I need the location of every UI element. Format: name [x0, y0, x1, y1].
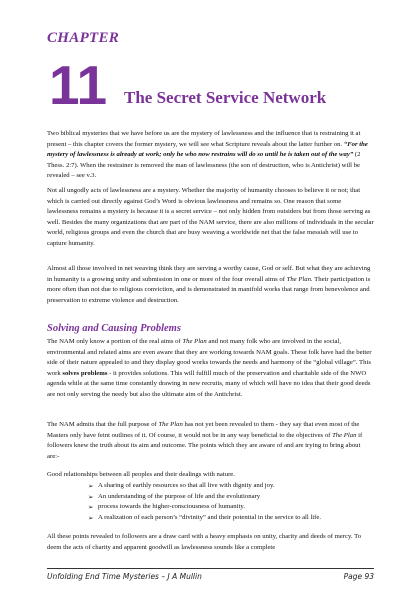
p5-text-a: The NAM admits that the full purpose of: [47, 421, 159, 428]
chapter-title: The Secret Service Network: [124, 88, 327, 107]
arrow-bullet-icon: ➢: [88, 482, 94, 490]
footer-book-title: Unfolding End Time Mysteries – J A Mullin: [47, 572, 202, 581]
paragraph-net-weaving: [47, 264, 374, 306]
p6-text: Good relationships between all peoples and their dealings with nature.: [47, 471, 235, 478]
paragraph-full-purpose: [47, 420, 374, 462]
arrow-bullet-icon: ➢: [88, 492, 94, 501]
footer-page-number: Page 93: [343, 572, 374, 581]
p4-the-plan: The Plan: [182, 338, 207, 345]
p5-the-plan-2: The Plan: [332, 431, 357, 439]
list-item: ➢ process towards the higher-consciousness of humanity.: [88, 503, 245, 511]
footer-divider: [47, 568, 374, 569]
p1-text-a: Two biblical mysteries that we have before us are the mystery of lawlessness and the influence that is restraining it at present – this chapter covers the former mystery, we will see what Scripture reveals about the latter further on.: [47, 130, 361, 148]
chapter-label: CHAPTER: [47, 30, 120, 46]
arrow-bullet-icon: ➢: [88, 503, 94, 511]
paragraph-intro: [47, 129, 374, 182]
p3-text-a: Almost all those involved in net weaving think they are serving a worthy cause, God or self. But what they are achieving in humanity is a growing unity and submission in one or more of the four overall aims of: [47, 265, 371, 283]
p3-the-plan: The Plan.: [286, 275, 313, 283]
p7-text: All these points revealed to followers are a draw card with a heavy emphasis on unity, charity and deeds of mercy. To deem the acts of charity and apparent goodwill as lawlessness sounds like a complete: [47, 533, 362, 551]
section-heading: Solving and Causing Problems: [47, 323, 181, 334]
aims-bullet-list: [88, 481, 378, 523]
p5-text-b: has not yet been revealed to them - they say that even most of the Masters only have feint outlines of it. Of course, it would not be in any way beneficial to the objectives of: [47, 421, 360, 439]
p5-text-c: if followers knew the truth about its aim and outcome. The points which they are aware of and are trying to bring about are:-: [47, 431, 363, 460]
p3-text-b: Their participation is more often than not due to religious conviction, and is demonstrated in manifold works that range from benevolence and preservation to extreme violence and destruction.: [47, 275, 371, 304]
p1-scripture-quote: “For the mystery of lawlessness is already at work; only he who now restrains will do so until he is taken out of the way”: [47, 140, 368, 158]
p4-text-c: - it provides solutions. This will fulfill much of the preservation and charitable side of the NWO agenda while at the same time constantly drawing in new recruits, many of which will have no idea that their good deeds are not only serving the needy but also the ultimate aim of the Antichrist.: [47, 369, 371, 398]
list-item: ➢ A realization of each person’s “divinity” and their potential in the service to all life.: [88, 513, 322, 522]
paragraph-draw-card: [47, 532, 374, 553]
p4-text-b: and not many folk who are involved in the social, environmental and related aims are even aware that they are working towards NAM goals. These folk have had the better side of their nature appealed to and they display good works towards the needs and harmony of the “global village”. This work: [47, 338, 372, 377]
paragraph-nam-aims: [47, 337, 374, 400]
p2-text: Not all ungodly acts of lawlessness are a mystery. Whether the majority of humanity chooses to believe it or not; that which is carried out directly against God’s Word is obvious lawlessness and remains so. One reason that some lawlessness remains a mystery is because it is a secret service – not only hidden from outsiders but from those serving as well. Besides the many organizations that are part of the NAM service, there are also millions of individuals in the secular world, religious groups and even the church that are busy weaving a worldwide net that the false messiah will use to capture humanity.: [47, 187, 374, 247]
p1-text-b: (2 Thess. 2:7). When the restrainer is removed the man of lawlessness (the son of destruction, who is Antichrist) will be revealed – see v.3.: [47, 151, 361, 179]
list-item: ➢ A sharing of earthly resources so that all live with dignity and joy.: [88, 482, 275, 490]
list-item: ➢ An understanding of the purpose of life and the evolutionary: [88, 492, 261, 501]
p4-solves-problems: solves problems: [62, 369, 108, 377]
chapter-number: 11: [49, 54, 108, 116]
paragraph-relationships: [47, 470, 374, 481]
paragraph-lawlessness: [47, 186, 374, 249]
p5-the-plan: The Plan: [158, 421, 183, 428]
p4-text-a: The NAM only know a portion of the real aims of: [47, 338, 183, 345]
arrow-bullet-icon: ➢: [88, 513, 94, 522]
